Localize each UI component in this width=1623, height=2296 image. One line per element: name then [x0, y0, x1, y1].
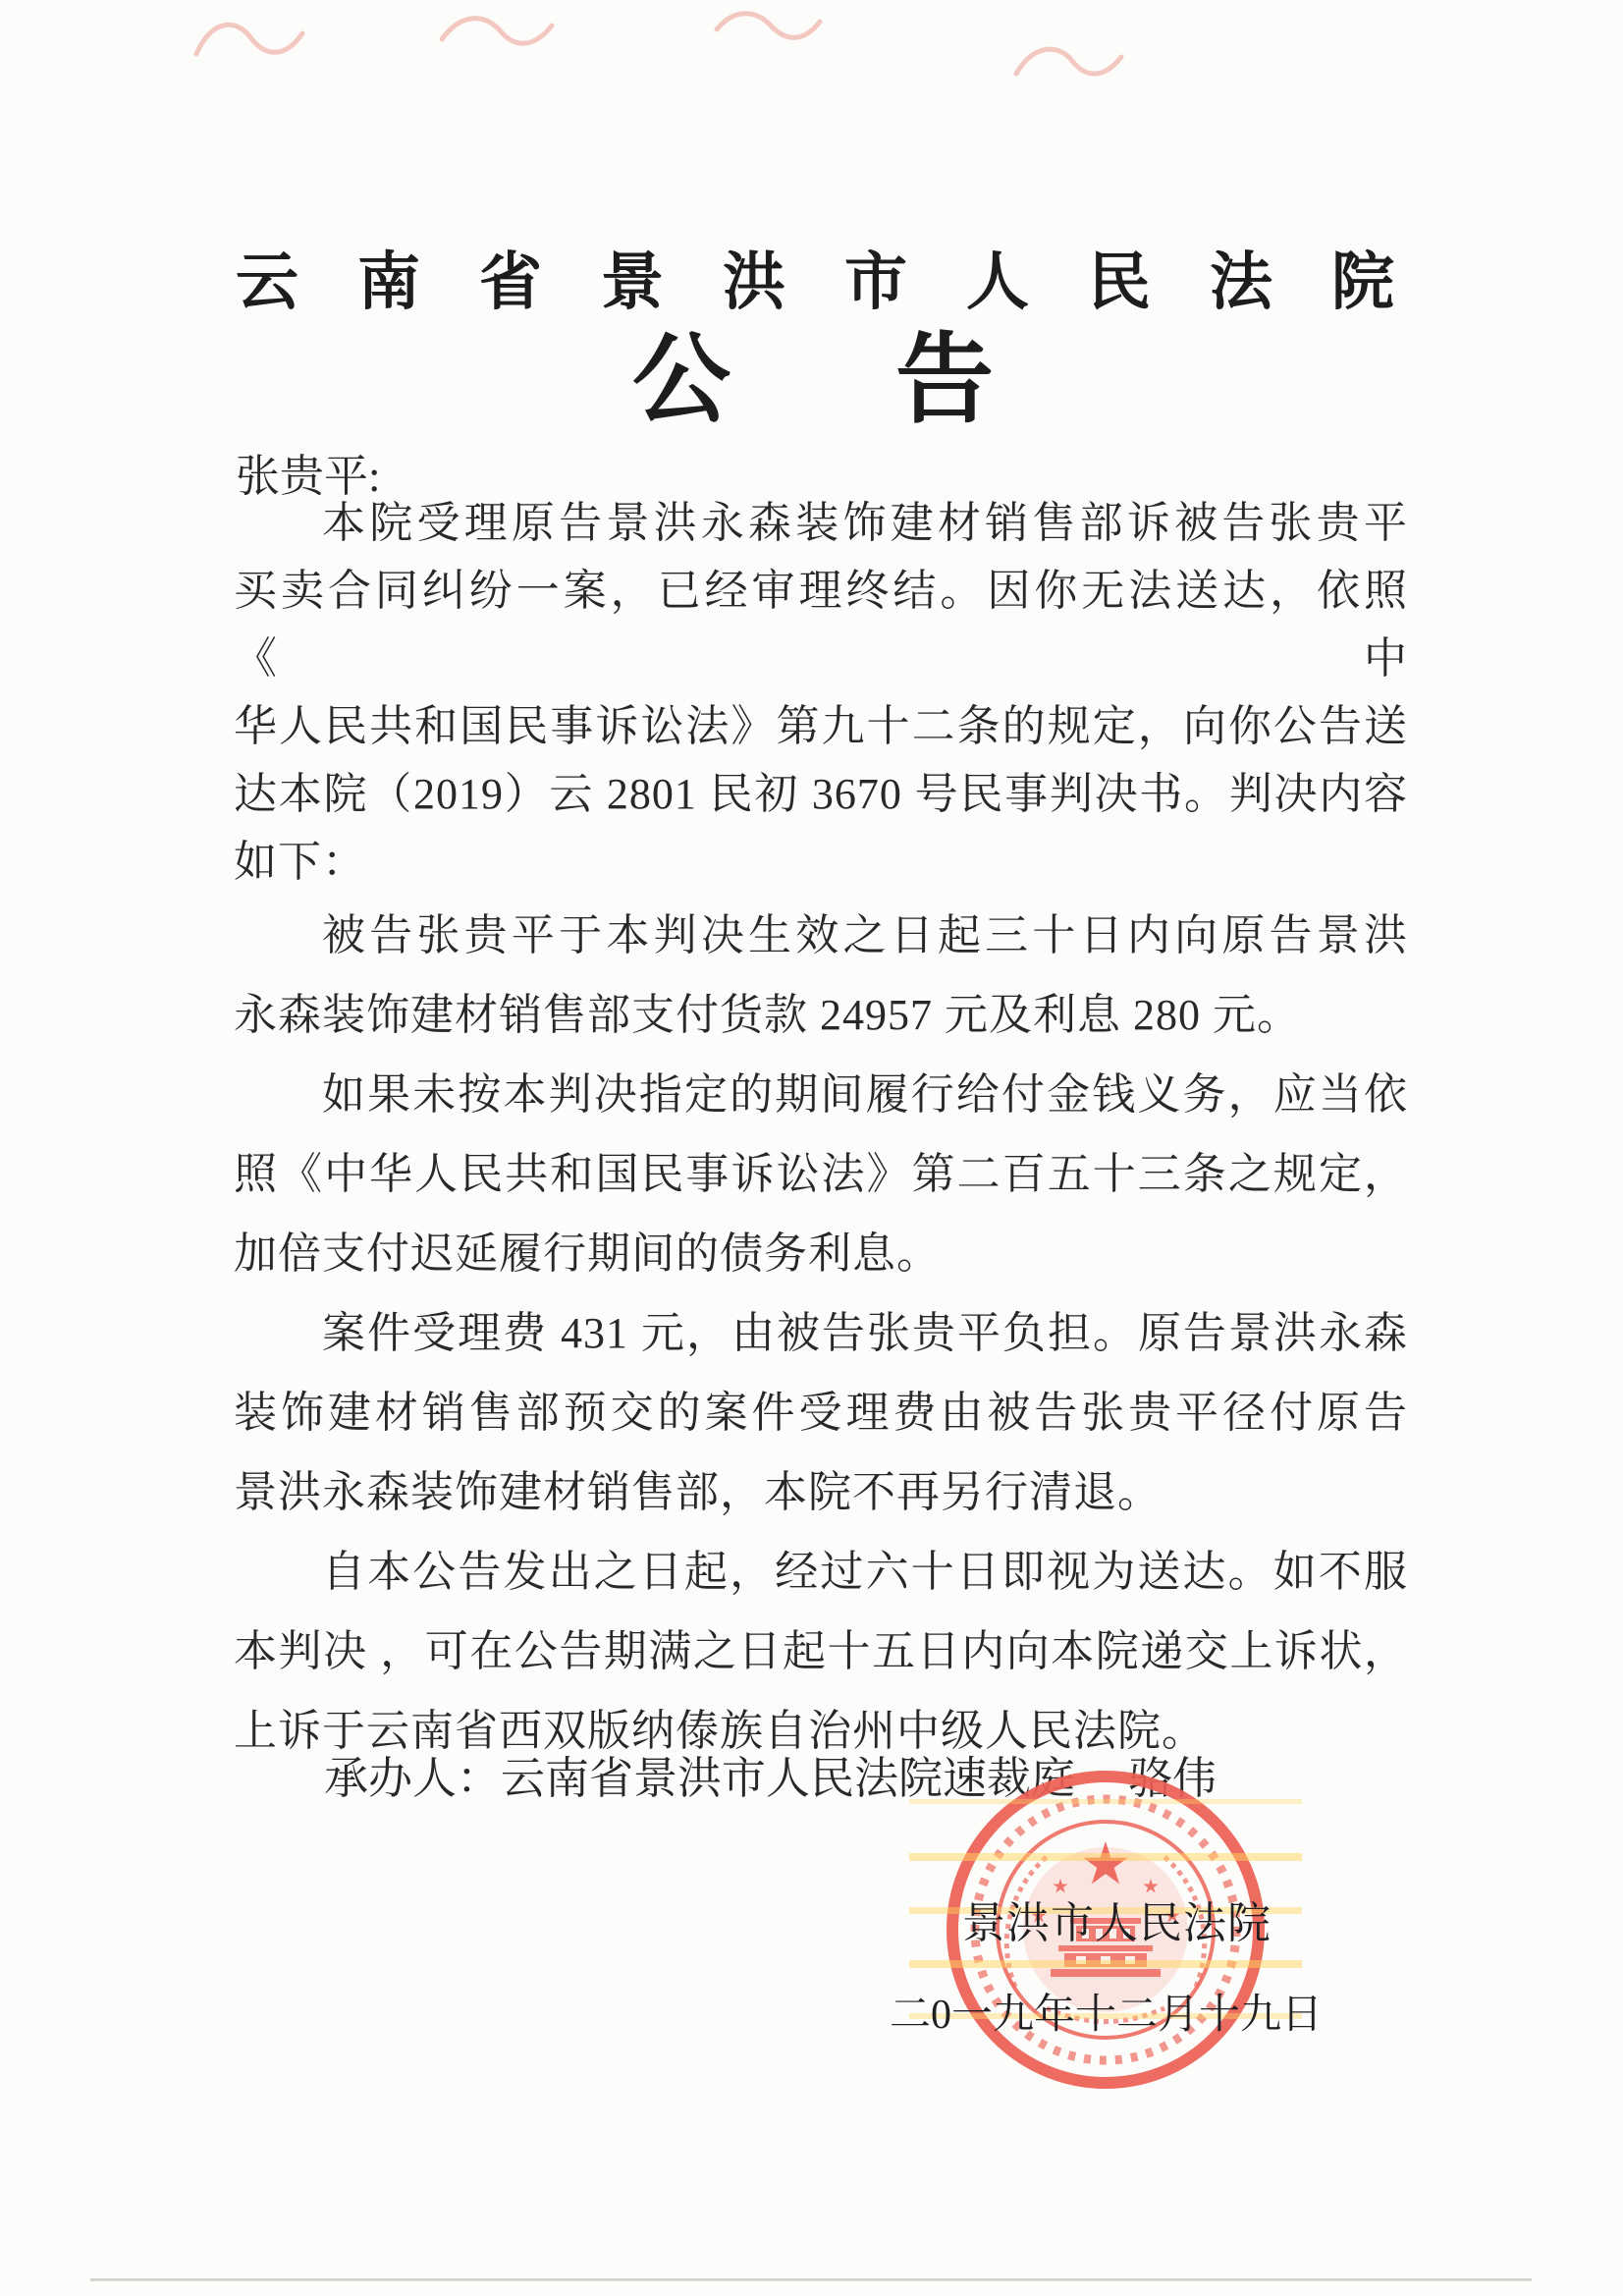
- body-line: 加倍支付迟延履行期间的债务利息。: [234, 1230, 941, 1278]
- scan-edge-line: [90, 2278, 1532, 2281]
- body-line: 永森装饰建材销售部支付货款 24957 元及利息 280 元。: [234, 991, 1301, 1039]
- body-line: 上诉于云南省西双版纳傣族自治州中级人民法院。: [234, 1707, 1206, 1755]
- body-line: 本院受理原告景洪永森装饰建材销售部诉被告张贵平: [322, 499, 1408, 547]
- body-line: 本判决 ，可在公告期满之日起十五日内向本院递交上诉状，: [234, 1627, 1408, 1675]
- body-line: 案件受理费 431 元，由被告张贵平负担。原告景洪永森: [322, 1309, 1408, 1357]
- recipient-name: 张贵平:: [236, 452, 381, 501]
- body-line: 被告张贵平于本判决生效之日起三十日内向原告景洪: [322, 911, 1408, 959]
- handler-court: 云南省景洪市人民法院速裁庭: [501, 1754, 1076, 1803]
- body-line: 装饰建材销售部预交的案件受理费由被告张贵平径付原告: [234, 1389, 1408, 1437]
- body-line: 自本公告发出之日起，经过六十日即视为送达。如不服: [322, 1548, 1408, 1596]
- body-line: 达本院（2019）云 2801 民初 3670 号民事判决书。判决内容: [234, 770, 1408, 818]
- body-line: 买卖合同纠纷一案，已经审理终结。因你无法送达，依照《中: [234, 567, 1408, 683]
- scan-artifact-red-marks: [128, 0, 1208, 118]
- body-line: 照《中华人民共和国民事诉讼法》第二百五十三条之规定，: [234, 1150, 1408, 1198]
- court-title: 云南省景洪市人民法院: [236, 246, 1453, 317]
- notice-title: 公告: [632, 325, 1159, 435]
- body-line: 如下：: [234, 838, 366, 886]
- announcement-body: [234, 489, 1408, 1771]
- handler-name: 骆伟: [1128, 1754, 1217, 1803]
- signature-date: 二0一九年十二月十九日: [890, 1993, 1324, 2038]
- signature-court: 景洪市人民法院: [962, 1899, 1271, 1947]
- body-line: 如果未按本判决指定的期间履行给付金钱义务，应当依: [322, 1070, 1408, 1119]
- body-line: 景洪永森装饰建材销售部，本院不再另行清退。: [234, 1468, 1162, 1516]
- handler-label: 承办人：: [324, 1754, 502, 1803]
- body-line: 华人民共和国民事诉讼法》第九十二条的规定，向你公告送: [234, 702, 1408, 750]
